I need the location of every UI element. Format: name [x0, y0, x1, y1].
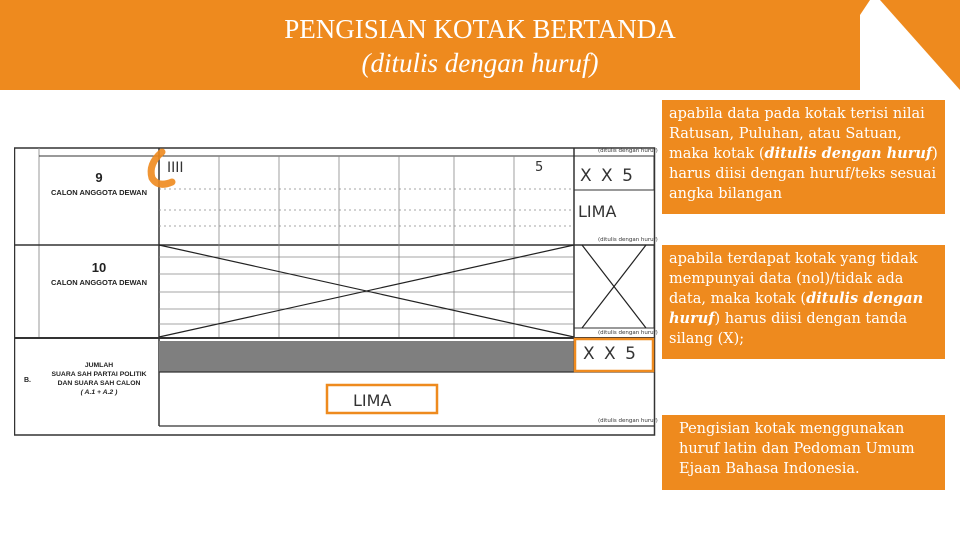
note-3-text: Pengisian kotak menggunakan huruf latin dan Pedoman Umum Ejaan Bahasa Indonesia.	[679, 421, 915, 477]
shaded-total-bar	[159, 341, 574, 372]
row-9-caption: (ditulis dengan huruf)	[598, 237, 658, 243]
note-latin-letters	[662, 415, 945, 490]
note-2-emphasis: ditulis dengan huruf	[669, 290, 924, 327]
row-10-label: CALON ANGGOTA DEWAN	[51, 278, 147, 287]
page-subtitle: (ditulis dengan huruf)	[361, 48, 599, 78]
row-9-tally: IIII	[167, 160, 184, 176]
note-empty-box	[662, 245, 945, 359]
note-2-text-after: ) harus diisi dengan tanda silang (X);	[669, 311, 908, 347]
row-10-caption: (ditulis dengan huruf)	[598, 330, 658, 336]
page-title: PENGISIAN KOTAK BERTANDA	[284, 14, 676, 44]
form-image	[14, 134, 660, 436]
section-b-caption: (ditulis dengan huruf)	[598, 418, 658, 424]
section-b-letter: B.	[24, 377, 31, 384]
row-9-number: 9	[95, 170, 103, 185]
row-10-number: 10	[91, 260, 107, 275]
note-2-text: apabila terdapat kotak yang tidak mempunyai data (nol)/tidak ada data, maka kotak (	[669, 251, 918, 307]
section-b-label-line-3: DAN SUARA SAH CALON	[57, 380, 141, 387]
note-1-text: apabila data pada kotak terisi nilai Ratusan, Puluhan, atau Satuan, maka kotak (	[669, 106, 925, 162]
row-9-words: LIMA	[578, 202, 617, 221]
note-hundreds	[662, 100, 945, 214]
note-1-emphasis: ditulis dengan huruf	[764, 145, 933, 162]
row-9-label: CALON ANGGOTA DEWAN	[51, 188, 147, 197]
section-b-label-line-2: SUARA SAH PARTAI POLITIK	[51, 371, 147, 378]
section-b-boxed-digits: X X 5	[583, 344, 638, 364]
section-b-label-line-4: ( A.1 + A.2 )	[80, 389, 118, 396]
section-b-label-line-1: JUMLAH	[84, 362, 114, 369]
note-1-text-after: ) harus diisi dengan huruf/teks sesuai angka bilangan	[669, 146, 938, 202]
section-b-words: LIMA	[353, 391, 392, 410]
row-9-caption-top: (ditulis dengan huruf)	[598, 148, 658, 154]
row-9-digit: 5	[535, 160, 544, 175]
row-9-boxed-digits: X X 5	[580, 166, 635, 186]
section-b-label	[44, 361, 154, 397]
